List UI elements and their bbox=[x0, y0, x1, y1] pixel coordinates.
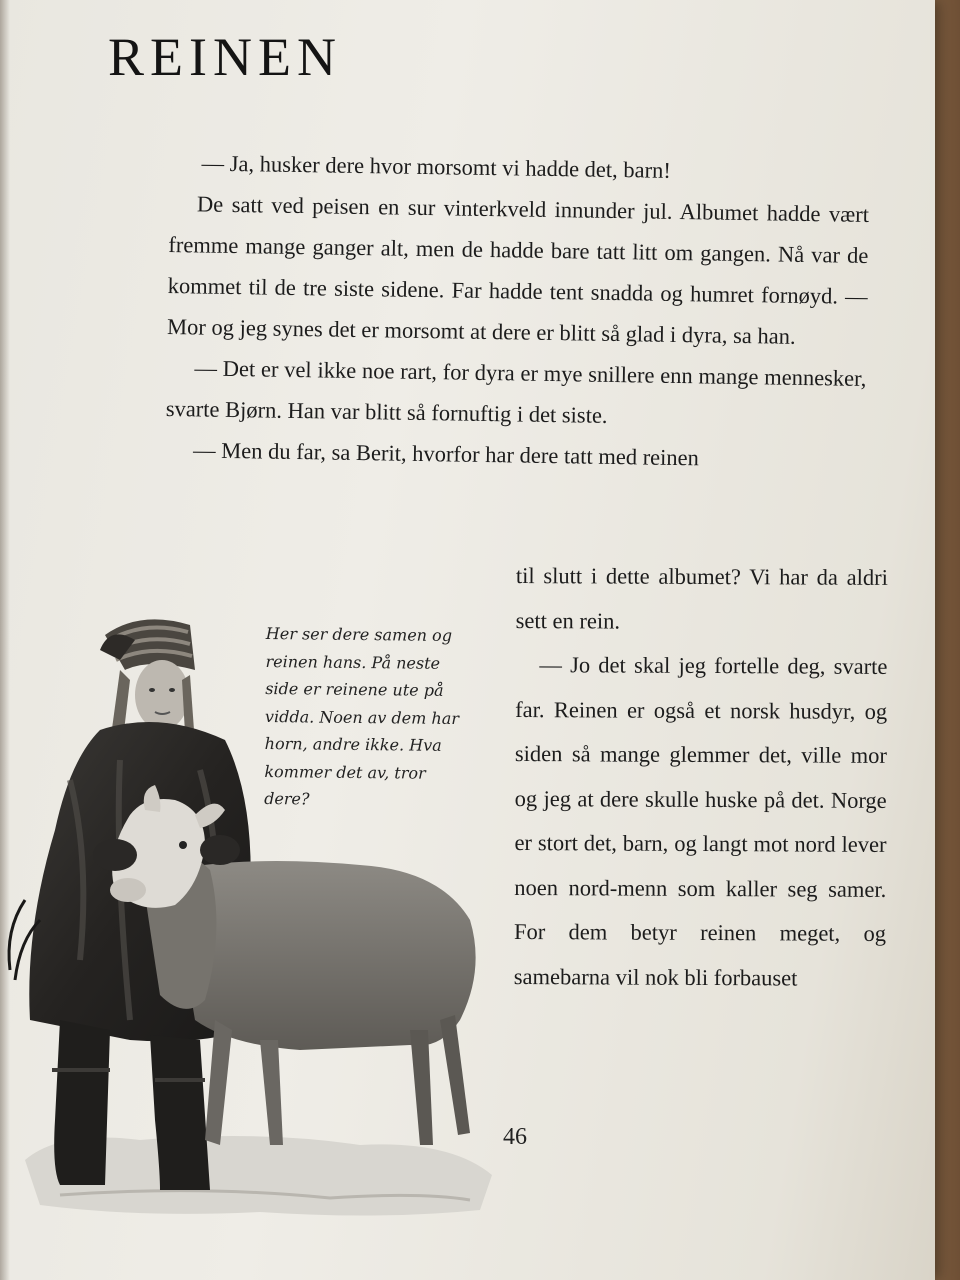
paragraph: De satt ved peisen en sur vinterkveld innunder jul. Albumet hadde vært fremme mange ganger alt, men de hadde bare tatt litt om gangen. Nå var de kommet til de tre siste sidene. Far hadde tent snadda og humret fornøyd. — Mor og jeg synes det er morsomt at dere er blitt så glad i dyra, sa han. bbox=[166, 191, 870, 349]
page-number: 46 bbox=[503, 1124, 527, 1150]
body-text-right bbox=[514, 554, 888, 1001]
paragraph: — Ja, husker dere hvor morsomt vi hadde det, barn! bbox=[201, 150, 672, 183]
face bbox=[135, 660, 189, 730]
paragraph: — Men du far, sa Berit, hvorfor har dere tatt med reinen bbox=[192, 437, 700, 471]
paragraph: — Det er vel ikke noe rart, for dyra er mye snillere enn mange mennesker, svarte Bjørn. Han var blitt så fornuftig i det siste. bbox=[165, 355, 867, 428]
legs bbox=[54, 1020, 110, 1185]
photo-caption: Her ser dere samen og reinen hans. På neste side er reinene ute på vidda. Noen av dem har horn, andre ikke. Hva kommer det av, tror dere? bbox=[264, 623, 460, 809]
paragraph: — Jo det skal jeg fortelle deg, svarte far. Reinen er også et norsk husdyr, og siden så mange glemmer det, ville mor og jeg at dere skulle huske på det. Norge er stort det, barn, og langt mot nord lever noen nord-menn som kaller seg samer. For dem betyr reinen meget, og samebarna vil nok bli forbauset bbox=[513, 652, 888, 990]
paragraph: til slutt i dette albumet? Vi har da aldri sett en rein. bbox=[515, 562, 888, 634]
page-title: REINEN bbox=[108, 27, 342, 87]
body-text-top bbox=[165, 142, 870, 481]
